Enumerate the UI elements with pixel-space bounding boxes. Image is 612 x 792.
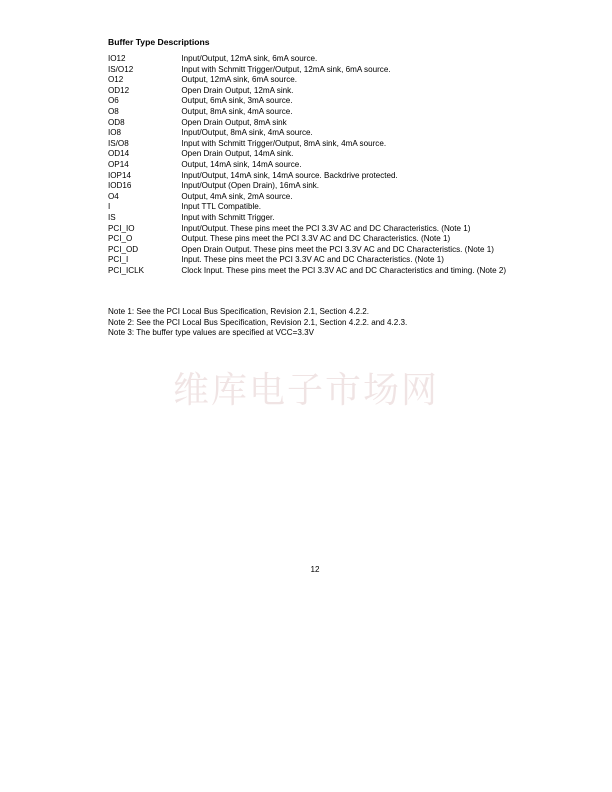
buffer-type-row [108,75,528,86]
buffer-type-description: Input TTL Compatible. [181,202,262,212]
buffer-type-row [108,96,528,107]
buffer-type-description: Output, 12mA sink, 6mA source. [181,75,298,85]
buffer-type-description: Input/Output (Open Drain), 16mA sink. [181,181,320,191]
note-1: Note 1: See the PCI Local Bus Specification, Revision 2.1, Section 4.2.2. [108,307,369,316]
buffer-type-row [108,171,528,182]
buffer-type-code: PCI_ICLK [108,265,144,275]
buffer-type-rows [108,54,528,276]
buffer-type-code: OP14 [108,159,129,169]
buffer-type-row [108,202,528,213]
buffer-type-code: PCI_IO [108,223,135,233]
buffer-type-row [108,118,528,129]
page-number: 12 [310,565,320,574]
buffer-type-code: IOD16 [108,181,132,191]
buffer-type-row [108,65,528,76]
buffer-type-description: Open Drain Output, 14mA sink. [181,149,294,159]
buffer-type-code: IO8 [108,128,122,138]
buffer-type-row [108,139,528,150]
buffer-type-row [108,266,528,277]
buffer-type-code: IOP14 [108,170,131,180]
buffer-type-row [108,224,528,235]
notes-section [108,307,407,339]
buffer-type-code: OD12 [108,85,130,95]
buffer-type-description: Output. These pins meet the PCI 3.3V AC and DC Characteristics. (Note 1) [181,234,451,244]
buffer-type-row [108,192,528,203]
buffer-type-code: O8 [108,106,119,116]
buffer-type-row [108,234,528,245]
buffer-type-code: PCI_O [108,234,133,244]
buffer-type-row [108,149,528,160]
buffer-type-code: O6 [108,96,119,106]
note-2: Note 2: See the PCI Local Bus Specification, Revision 2.1, Section 4.2.2. and 4.2.3. [108,317,408,327]
buffer-type-row [108,245,528,256]
buffer-type-description: Open Drain Output. These pins meet the PCI 3.3V AC and DC Characteristics. (Note 1) [181,244,494,254]
buffer-type-code: PCI_OD [108,244,139,254]
buffer-type-description: Input/Output, 12mA sink, 6mA source. [181,54,318,63]
buffer-type-description: Output, 14mA sink, 14mA source. [181,159,302,169]
buffer-type-code: O4 [108,191,119,201]
buffer-type-description: Input with Schmitt Trigger/Output, 12mA sink, 6mA source. [181,64,391,74]
buffer-type-row [108,86,528,97]
buffer-type-description: Clock Input. These pins meet the PCI 3.3V AC and DC Characteristics and timing. (Note 2) [181,265,507,275]
buffer-type-description: Input with Schmitt Trigger/Output, 8mA sink, 4mA source. [181,138,387,148]
buffer-type-row [108,160,528,171]
buffer-type-description: Input. These pins meet the PCI 3.3V AC and DC Characteristics. (Note 1) [181,255,444,265]
buffer-type-row [108,181,528,192]
buffer-type-description: Output, 6mA sink, 3mA source. [181,96,293,106]
buffer-type-code: IO12 [108,54,126,63]
buffer-type-code: IS/O12 [108,64,134,74]
buffer-type-row [108,128,528,139]
buffer-type-description: Input/Output, 8mA sink, 4mA source. [181,128,313,138]
buffer-type-description: Output, 8mA sink, 4mA source. [181,106,293,116]
buffer-type-code: I [108,202,111,212]
buffer-type-code: IS/O8 [108,138,129,148]
buffer-type-row [108,54,528,65]
buffer-type-row [108,255,528,266]
buffer-type-code: IS [108,212,116,222]
note-3: Note 3: The buffer type values are specified at VCC=3.3V [108,328,314,338]
buffer-type-description: Input/Output, 14mA sink, 14mA source. Backdrive protected. [181,170,398,180]
watermark-text: 维库电子市场网 [172,370,439,411]
section-heading: Buffer Type Descriptions [108,37,210,47]
buffer-type-row [108,107,528,118]
buffer-type-description: Input/Output. These pins meet the PCI 3.3V AC and DC Characteristics. (Note 1) [181,223,471,233]
buffer-type-row [108,213,528,224]
buffer-type-description: Open Drain Output, 8mA sink [181,117,287,127]
buffer-type-table [108,54,528,276]
buffer-type-description: Open Drain Output, 12mA sink. [181,85,294,95]
buffer-type-code: OD8 [108,117,125,127]
buffer-type-code: PCI_I [108,255,129,265]
buffer-type-description: Input with Schmitt Trigger. [181,212,275,222]
buffer-type-description: Output, 4mA sink, 2mA source. [181,191,293,201]
buffer-type-code: OD14 [108,149,130,159]
buffer-type-code: O12 [108,75,124,85]
